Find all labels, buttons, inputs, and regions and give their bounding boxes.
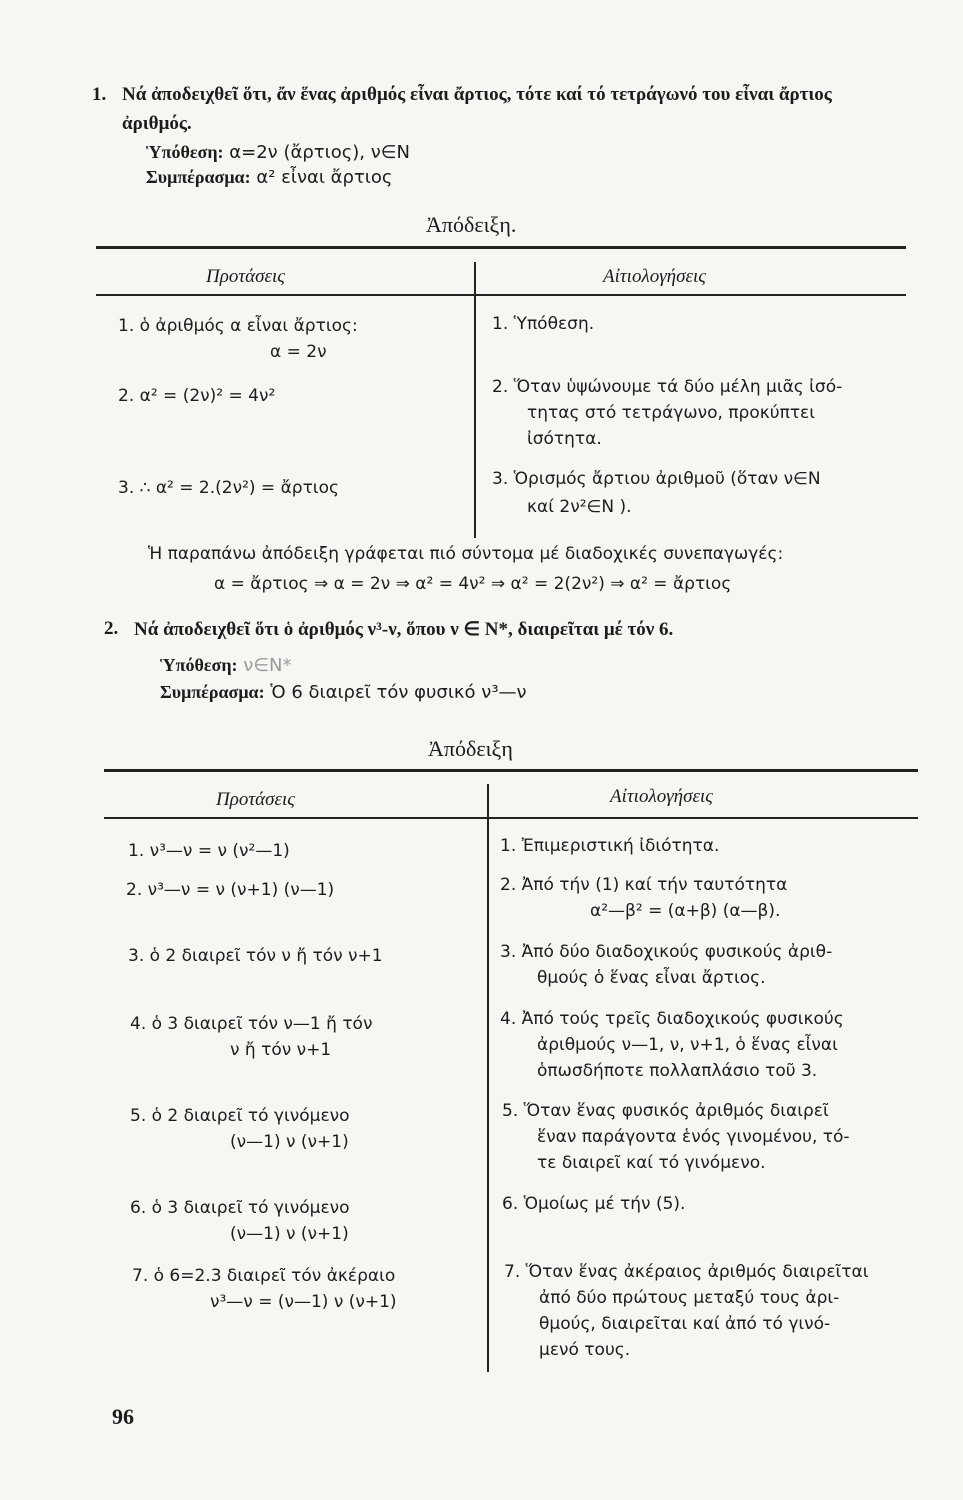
problem1-number: 1. [92, 84, 107, 105]
t2-reason-6: 6. Ὁμοίως μέ τήν (5). [502, 1194, 686, 1214]
t1-statement-3: 3. ∴ α² = 2.(2ν²) = ἄρτιος [118, 478, 339, 498]
problem2-number: 2. [104, 618, 119, 639]
t2-statement-6-line2: (ν—1) ν (ν+1) [230, 1224, 349, 1244]
t2-reason-7-line2: ἀπό δύο πρώτους μεταξύ τους ἀρι- [539, 1288, 840, 1308]
hypothesis-label: Ὑπόθεση: [146, 142, 224, 162]
problem2-conclusion [160, 682, 527, 703]
problem1-summary-line1: Ἡ παραπάνω ἀπόδειξη γράφεται πιό σύντομα μέ διαδοχικές συνεπαγωγές: [148, 544, 784, 564]
table1-top-rule [96, 246, 906, 249]
t2-statement-3: 3. ὁ 2 διαιρεῖ τόν ν ἤ τόν ν+1 [128, 946, 383, 966]
t2-reason-7-line4: μενό τους. [539, 1340, 631, 1360]
t1-statement-1-line2: α = 2ν [270, 342, 327, 362]
t2-statement-2: 2. ν³—ν = ν (ν+1) (ν—1) [126, 880, 335, 900]
t2-statement-5: 5. ὁ 2 διαιρεῖ τό γινόμενο [130, 1106, 350, 1126]
problem2-statement: Νά ἀποδειχθεῖ ὅτι ὁ ἀριθμός ν³-ν, ὅπου ν ∈ N*, διαιρεῖται μέ τόν 6. [134, 619, 674, 640]
t2-reason-7-line3: θμούς, διαιρεῖται καί ἀπό τό γινό- [539, 1314, 831, 1334]
hypothesis-text: ν∈N* [243, 655, 292, 676]
t2-statement-6: 6. ὁ 3 διαιρεῖ τό γινόμενο [130, 1198, 350, 1218]
t1-statement-1: 1. ὁ ἀριθμός α εἶναι ἄρτιος: [118, 316, 358, 336]
t1-reason-2: 2. Ὅταν ὑψώνουμε τά δύο μέλη μιᾶς ἰσό- [492, 377, 843, 397]
table2-column-divider [487, 784, 489, 1372]
t1-reason-3-line2: καί 2ν²∈N ). [527, 497, 632, 517]
table1-header-rule [96, 294, 906, 296]
hypothesis-label: Ὑπόθεση: [160, 655, 238, 675]
table1-column-divider [474, 262, 476, 538]
t2-reason-2-line2: α²—β² = (α+β) (α—β). [590, 901, 781, 921]
hypothesis-text: α=2ν (ἄρτιος), ν∈N [229, 142, 410, 163]
page-number: 96 [112, 1404, 134, 1429]
conclusion-label: Συμπέρασμα: [146, 167, 251, 187]
conclusion-text: α² εἶναι ἄρτιος [256, 167, 393, 188]
problem2-proof-heading: Ἀπόδειξη [428, 736, 513, 761]
table1-col-reasons: Αἰτιολογήσεις [603, 266, 706, 287]
table1-col-statements: Προτάσεις [206, 266, 285, 287]
table2-col-statements: Προτάσεις [216, 789, 295, 810]
t1-statement-2: 2. α² = (2ν)² = 4ν² [118, 386, 276, 406]
t1-reason-3: 3. Ὁρισμός ἄρτιου ἀριθμοῦ (ὅταν ν∈N [492, 469, 821, 489]
t2-statement-4: 4. ὁ 3 διαιρεῖ τόν ν—1 ἤ τόν [130, 1014, 373, 1034]
t2-reason-1: 1. Ἐπιμεριστική ἰδιότητα. [500, 836, 720, 856]
t1-reason-2-line2: τητας στό τετράγωνο, προκύπτει [527, 403, 815, 423]
t2-statement-1: 1. ν³—ν = ν (ν²—1) [128, 841, 290, 861]
t2-reason-5-line2: ἕναν παράγοντα ἑνός γινομένου, τό- [537, 1127, 850, 1147]
conclusion-label: Συμπέρασμα: [160, 682, 265, 702]
conclusion-text: Ὁ 6 διαιρεῖ τόν φυσικό ν³—ν [270, 682, 527, 703]
t2-reason-2: 2. Ἀπό τήν (1) καί τήν ταυτότητα [500, 875, 788, 895]
t2-reason-3-line2: θμούς ὁ ἕνας εἶναι ἄρτιος. [537, 968, 766, 988]
t2-statement-5-line2: (ν—1) ν (ν+1) [230, 1132, 349, 1152]
t2-reason-4-line3: ὁπωσδήποτε πολλαπλάσιο τοῦ 3. [537, 1061, 818, 1081]
t2-statement-7: 7. ὁ 6=2.3 διαιρεῖ τόν ἀκέραιο [132, 1266, 396, 1286]
t1-reason-1: 1. Ὑπόθεση. [492, 314, 595, 334]
problem2-hypothesis [160, 655, 291, 676]
problem1-conclusion [146, 167, 392, 188]
t1-reason-2-line3: ἰσότητα. [527, 429, 602, 449]
table2-top-rule [104, 769, 918, 772]
t2-reason-3: 3. Ἀπό δύο διαδοχικούς φυσικούς ἀριθ- [500, 942, 833, 962]
t2-reason-5-line3: τε διαιρεῖ καί τό γινόμενο. [537, 1153, 766, 1173]
t2-reason-7: 7. Ὅταν ἕνας ἀκέραιος ἀριθμός διαιρεῖται [504, 1262, 869, 1282]
t2-reason-4-line2: ἀριθμούς ν—1, ν, ν+1, ὁ ἕνας εἶναι [537, 1035, 838, 1055]
problem1-hypothesis [146, 142, 410, 163]
t2-reason-5: 5. Ὅταν ἕνας φυσικός ἀριθμός διαιρεῖ [502, 1101, 829, 1121]
problem1-summary-line2: α = ἄρτιος ⇒ α = 2ν ⇒ α² = 4ν² ⇒ α² = 2(2ν²) ⇒ α² = ἄρτιος [214, 574, 732, 594]
table2-col-reasons: Αἰτιολογήσεις [610, 786, 713, 807]
t2-statement-7-line2: ν³—ν = (ν—1) ν (ν+1) [210, 1292, 397, 1312]
t2-statement-4-line2: ν ἤ τόν ν+1 [230, 1040, 332, 1060]
problem1-statement-line1: Νά ἀποδειχθεῖ ὅτι, ἄν ἕνας ἀριθμός εἶναι ἄρτιος, τότε καί τό τετράγωνό του εἶναι ἄρτιος [122, 84, 832, 105]
problem1-proof-heading: Ἀπόδειξη. [426, 212, 517, 237]
problem1-statement-line2: ἀριθμός. [122, 113, 192, 134]
t2-reason-4: 4. Ἀπό τούς τρεῖς διαδοχικούς φυσικούς [500, 1009, 844, 1029]
table2-header-rule [104, 817, 918, 819]
